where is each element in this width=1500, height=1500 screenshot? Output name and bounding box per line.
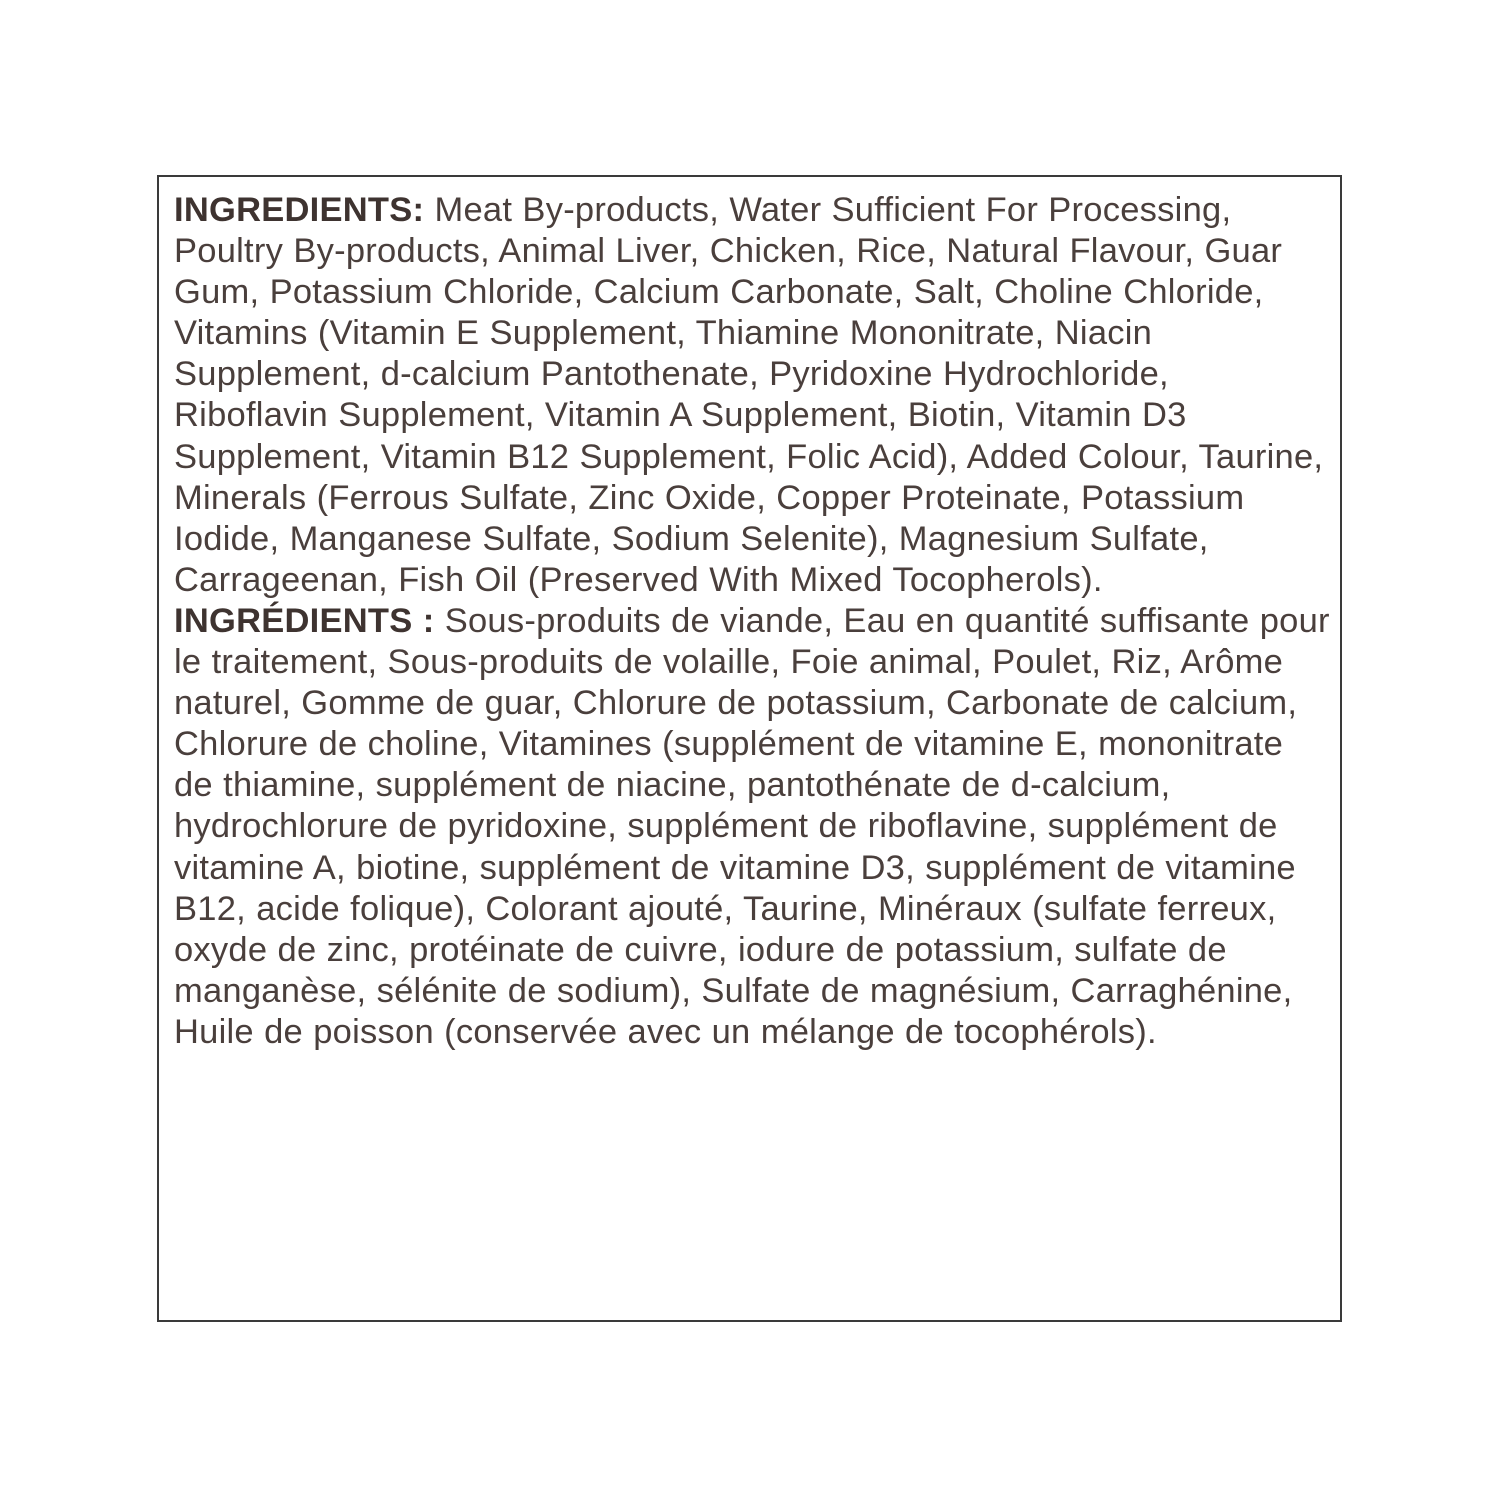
ingredients-french-heading: INGRÉDIENTS : — [174, 601, 435, 640]
ingredients-english-text: Meat By-products, Water Sufficient For Processing, Poultry By-products, Animal Liver, Chicken, Rice, Natural Flavour, Guar Gum, Potassium Chloride, Calcium Carbonate, Salt, Choline Chloride, Vitamins (Vitamin E Supplement, Thiamine Mononitrate, Niacin Supplement, d-calcium Pantothenate, Pyridoxine Hydrochloride, Riboflavin Supplement, Vitamin A Supplement, Biotin, Vitamin D3 Supplement, Vitamin B12 Supplement, Folic Acid), Added Colour, Taurine, Minerals (Ferrous Sulfate, Zinc Oxide, Copper Proteinate, Potassium Iodide, Manganese Sulfate, Sodium Selenite), Magnesium Sulfate, Carrageenan, Fish Oil (Preserved With Mixed Tocopherols). — [174, 191, 1324, 599]
ingredients-english-heading: INGREDIENTS: — [174, 191, 425, 229]
ingredients-english — [174, 190, 1332, 601]
ingredients-label-box — [157, 175, 1342, 1322]
ingredients-french-text: Sous-produits de viande, Eau en quantité suffisante pour le traitement, Sous-produits de volaille, Foie animal, Poulet, Riz, Arôme naturel, Gomme de guar, Chlorure de potassium, Carbonate de calcium, Chlorure de choline, Vitamines (supplément de vitamine E, mononitrate de thiamine, supplément de niacine, pantothénate de d-calcium, hydrochlorure de pyridoxine, supplément de riboflavine, supplément de vitamine A, biotine, supplément de vitamine D3, supplément de vitamine B12, acide folique), Colorant ajouté, Taurine, Minéraux (sulfate ferreux, oxyde de zinc, protéinate de cuivre, iodure de potassium, sulfate de manganèse, sélénite de sodium), Sulfate de magnésium, Carraghénine, Huile de poisson (conservée avec un mélange de tocophérols). — [174, 601, 1330, 1051]
ingredients-french — [174, 601, 1332, 1053]
